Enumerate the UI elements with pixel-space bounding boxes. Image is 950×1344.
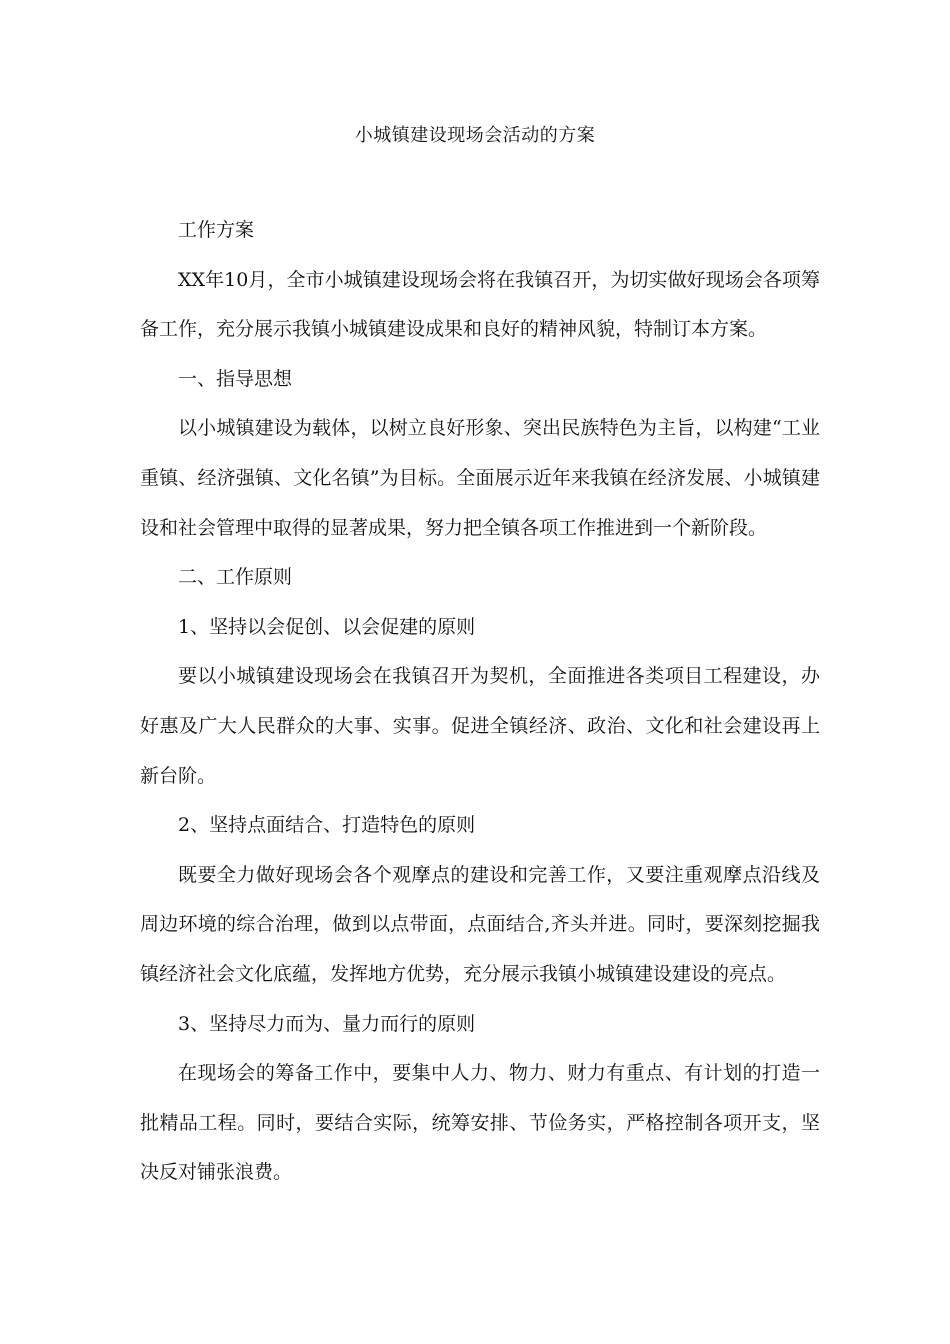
principle-2-paragraph: 既要全力做好现场会各个观摩点的建设和完善工作，又要注重观摩点沿线及周边环境的综合治理，做到以点带面，点面结合,齐头并进。同时，要深刻挖掘我镇经济社会文化底蕴，发挥地方优势，充分展示我镇小城镇建设建设的亮点。 [140,863,820,985]
principle-2-heading: 2、坚持点面结合、打造特色的原则 [178,814,476,837]
principle-3-paragraph: 在现场会的筹备工作中，要集中人力、物力、财力有重点、有计划的打造一批精品工程。同时，要结合实际，统筹安排、节俭务实，严格控制各项开支，坚决反对铺张浪费。 [140,1062,820,1184]
principle-3-heading: 3、坚持尽力而为、量力而行的原则 [178,1012,476,1035]
document-body [140,206,820,1198]
intro-paragraph: XX年10月，全市小城镇建设现场会将在我镇召开，为切实做好现场会各项筹备工作，充分展示我镇小城镇建设成果和良好的精神风貌，特制订本方案。 [140,268,820,341]
document-title: 小城镇建设现场会活动的方案 [354,125,596,146]
section-heading-guiding-ideology: 一、指导思想 [178,367,293,390]
guiding-ideology-paragraph: 以小城镇建设为载体，以树立良好形象、突出民族特色为主旨，以构建“工业重镇、经济强镇、文化名镇”为目标。全面展示近年来我镇在经济发展、小城镇建设和社会管理中取得的显著成果，努力把全镇各项工作推进到一个新阶段。 [140,417,820,539]
section-heading-work-plan: 工作方案 [178,219,255,241]
section-heading-work-principles: 二、工作原则 [178,566,293,589]
principle-1-heading: 1、坚持以会促创、以会促建的原则 [178,615,476,638]
principle-1-paragraph: 要以小城镇建设现场会在我镇召开为契机，全面推进各类项目工程建设，办好惠及广大人民群众的大事、实事。促进全镇经济、政治、文化和社会建设再上新台阶。 [140,665,820,787]
